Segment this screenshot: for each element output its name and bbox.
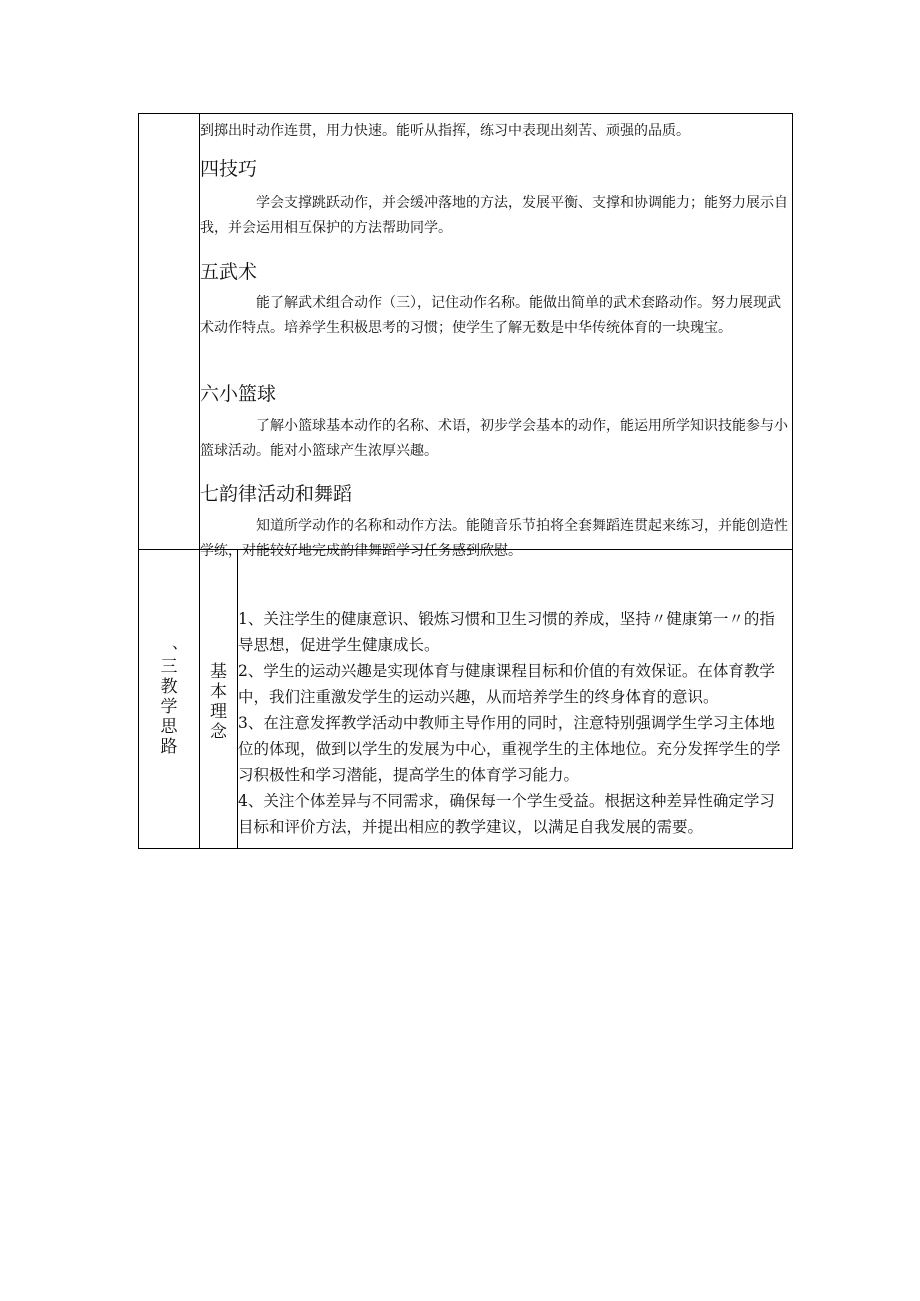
section-text-rhythm-dance: 知道所学动作的名称和动作方法。能随音乐节拍将全套舞蹈连贯起来练习，并能创造性学练，对能较好地完成韵律舞蹈学习任务感到欣慰。 [200, 518, 788, 559]
idea-item: 3、在注意发挥教学活动中教师主导作用的同时，注意特别强调学生学习主体地位的体现，做到以学生的发展为中心，重视学生的主体地位。充分发挥学生的学习积极性和学习潜能，提高学生的体育学习能力。 [238, 714, 781, 784]
section-heading-basketball: 六小篮球 [200, 383, 277, 405]
section-text-basketball: 了解小篮球基本动作的名称、术语，初步学会基本的动作，能运用所学知识技能参与小篮球活动。能对小篮球产生浓厚兴趣。 [200, 418, 788, 459]
idea-item: 1、关注学生的健康意识、锻炼习惯和卫生习惯的养成，坚持〃健康第一〃的指导思想，促进学生健康成长。 [238, 610, 775, 654]
teaching-approach-table [138, 549, 793, 849]
section-mark: 、 [172, 633, 189, 652]
ideas-cell [238, 550, 792, 848]
section-label-cell [139, 550, 200, 848]
ideas-list [238, 606, 790, 840]
section-title: 三教学思路 [160, 657, 178, 757]
sub-title: 基本理念 [210, 662, 227, 742]
objectives-table-continued [138, 113, 793, 559]
section-heading-gymnastics: 四技巧 [200, 158, 258, 180]
empty-label-cell [139, 114, 200, 549]
section-heading-rhythm-dance: 七韵律活动和舞蹈 [200, 483, 353, 505]
section-text-gymnastics: 学会支撑跳跃动作，并会缓冲落地的方法，发展平衡、支撑和协调能力；能努力展示自我，并会运用相互保护的方法帮助同学。 [200, 195, 788, 236]
section-text-martial-arts: 能了解武术组合动作（三），记住动作名称。能做出简单的武术套路动作。努力展现武术动作特点。培养学生积极思考的习惯；使学生了解无数是中华传统体育的一块瑰宝。 [200, 295, 781, 336]
sub-label-cell [200, 550, 238, 848]
idea-item: 2、学生的运动兴趣是实现体育与健康课程目标和价值的有效保证。在体育教学中，我们注重激发学生的运动兴趣，从而培养学生的终身体育的意识。 [238, 662, 775, 706]
objectives-content-cell [200, 114, 792, 559]
idea-item: 4、关注个体差异与不同需求，确保每一个学生受益。根据这种差异性确定学习目标和评价方法，并提出相应的教学建议，以满足自我发展的需要。 [238, 792, 775, 836]
section-heading-martial-arts: 五武术 [200, 261, 258, 283]
continued-paragraph: 到掷出时动作连贯，用力快速。能听从指挥，练习中表现出刻苦、顽强的品质。 [200, 123, 690, 139]
